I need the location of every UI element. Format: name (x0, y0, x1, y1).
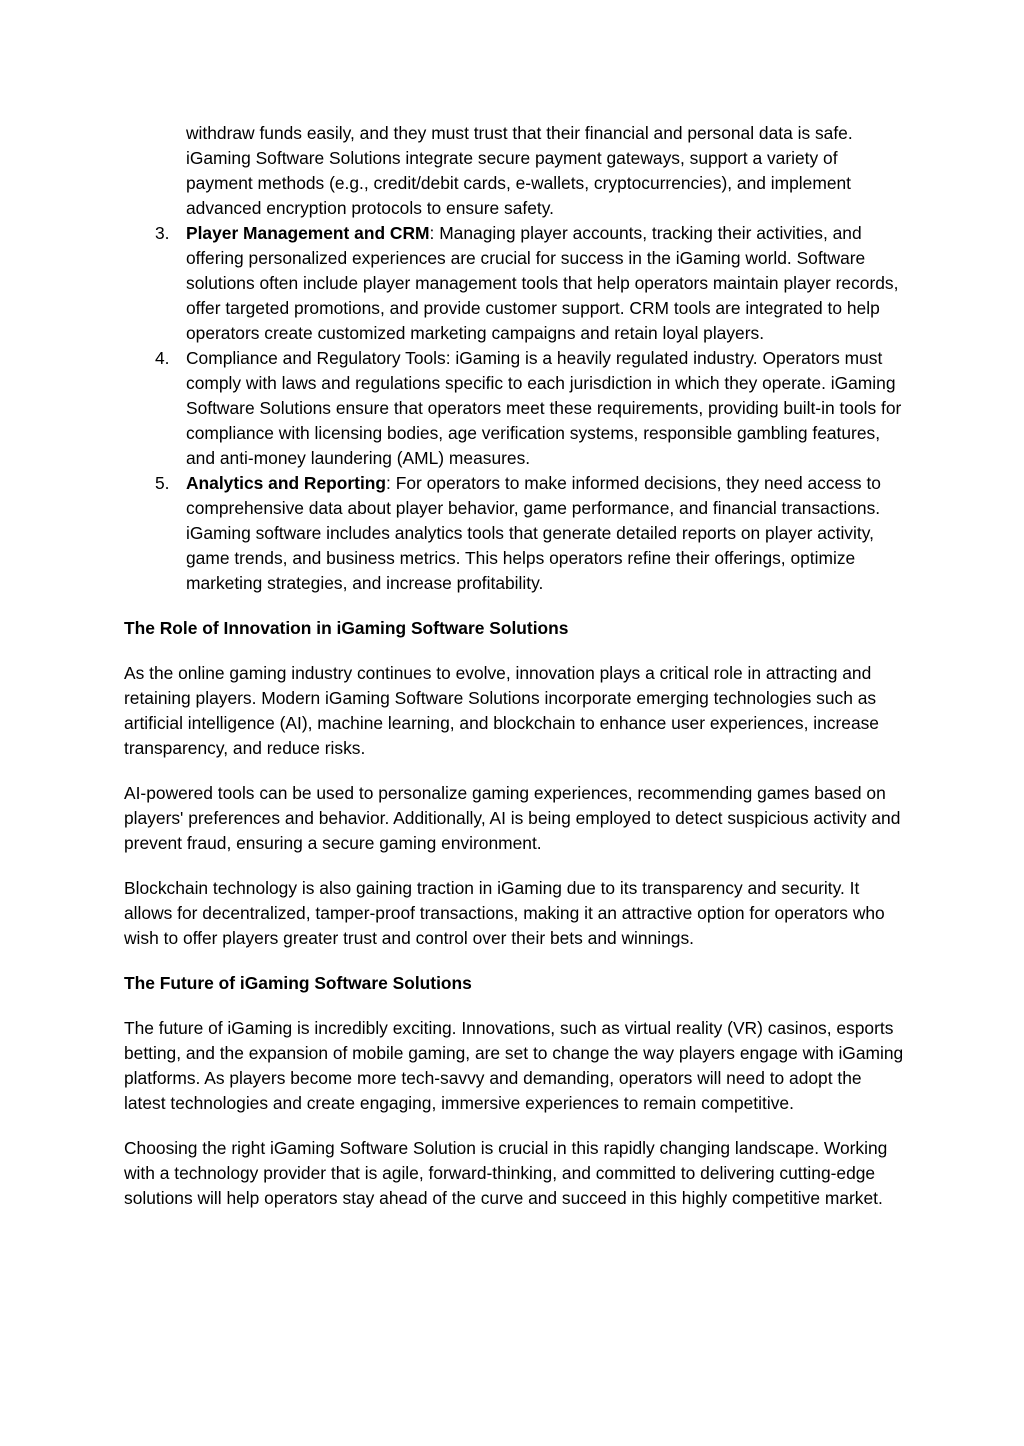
paragraph: The future of iGaming is incredibly exciting. Innovations, such as virtual reality (VR) casinos, esports betting, and the expansion of mobile gaming, are set to change the way players engage with iGaming platforms. As players become more tech-savvy and demanding, operators will need to adopt the latest technologies and create engaging, immersive experiences to remain competitive. (124, 1018, 904, 1113)
list-item (124, 471, 904, 596)
list-item (124, 221, 904, 346)
list-item-number: 5. (155, 473, 170, 493)
section-heading-future: The Future of iGaming Software Solutions (124, 973, 472, 993)
list-item-lead: Analytics and Reporting (186, 473, 387, 493)
document-page (124, 121, 904, 1211)
numbered-list (124, 221, 904, 596)
list-item (124, 346, 904, 471)
list-item-number: 4. (155, 348, 170, 368)
paragraph: Blockchain technology is also gaining traction in iGaming due to its transparency and security. It allows for decentralized, tamper-proof transactions, making it an attractive option for operators who wish to offer players greater trust and control over their bets and winnings. (124, 878, 885, 948)
paragraph: Choosing the right iGaming Software Solution is crucial in this rapidly changing landscape. Working with a technology provider that is agile, forward-thinking, and committed to delivering cutting-edge solutions will help operators stay ahead of the curve and succeed in this highly competitive market. (124, 1138, 888, 1208)
list-item-text: : For operators to make informed decisions, they need access to comprehensive data about player behavior, game performance, and financial transactions. iGaming software includes analytics tools that generate detailed reports on player activity, game trends, and business metrics. This helps operators refine their offerings, optimize marketing strategies, and increase profitability. (186, 473, 881, 593)
section-heading-innovation: The Role of Innovation in iGaming Software Solutions (124, 618, 569, 638)
list-item-text: Compliance and Regulatory Tools: iGaming is a heavily regulated industry. Operators must comply with laws and regulations specific to each jurisdiction in which they operate. iGaming Software Solutions ensure that operators meet these requirements, providing built-in tools for compliance with licensing bodies, age verification systems, responsible gambling features, and anti-money laundering (AML) measures. (186, 348, 902, 468)
list-item-number: 3. (155, 223, 170, 243)
list-item-lead: Player Management and CRM (186, 223, 430, 243)
paragraph: As the online gaming industry continues to evolve, innovation plays a critical role in attracting and retaining players. Modern iGaming Software Solutions incorporate emerging technologies such as artificial intelligence (AI), machine learning, and blockchain to enhance user experiences, increase transparency, and reduce risks. (124, 663, 879, 758)
list-item-text: : Managing player accounts, tracking their activities, and offering personalized experiences are crucial for success in the iGaming world. Software solutions often include player management tools that help operators maintain player records, offer targeted promotions, and provide customer support. CRM tools are integrated to help operators create customized marketing campaigns and retain loyal players. (186, 223, 899, 343)
paragraph: AI-powered tools can be used to personalize gaming experiences, recommending games based on players' preferences and behavior. Additionally, AI is being employed to detect suspicious activity and prevent fraud, ensuring a secure gaming environment. (124, 783, 901, 853)
list-item-continuation: withdraw funds easily, and they must trust that their financial and personal data is safe. iGaming Software Solutions integrate secure payment gateways, support a variety of payment methods (e.g., credit/debit cards, e-wallets, cryptocurrencies), and implement advanced encryption protocols to ensure safety. (186, 123, 853, 218)
